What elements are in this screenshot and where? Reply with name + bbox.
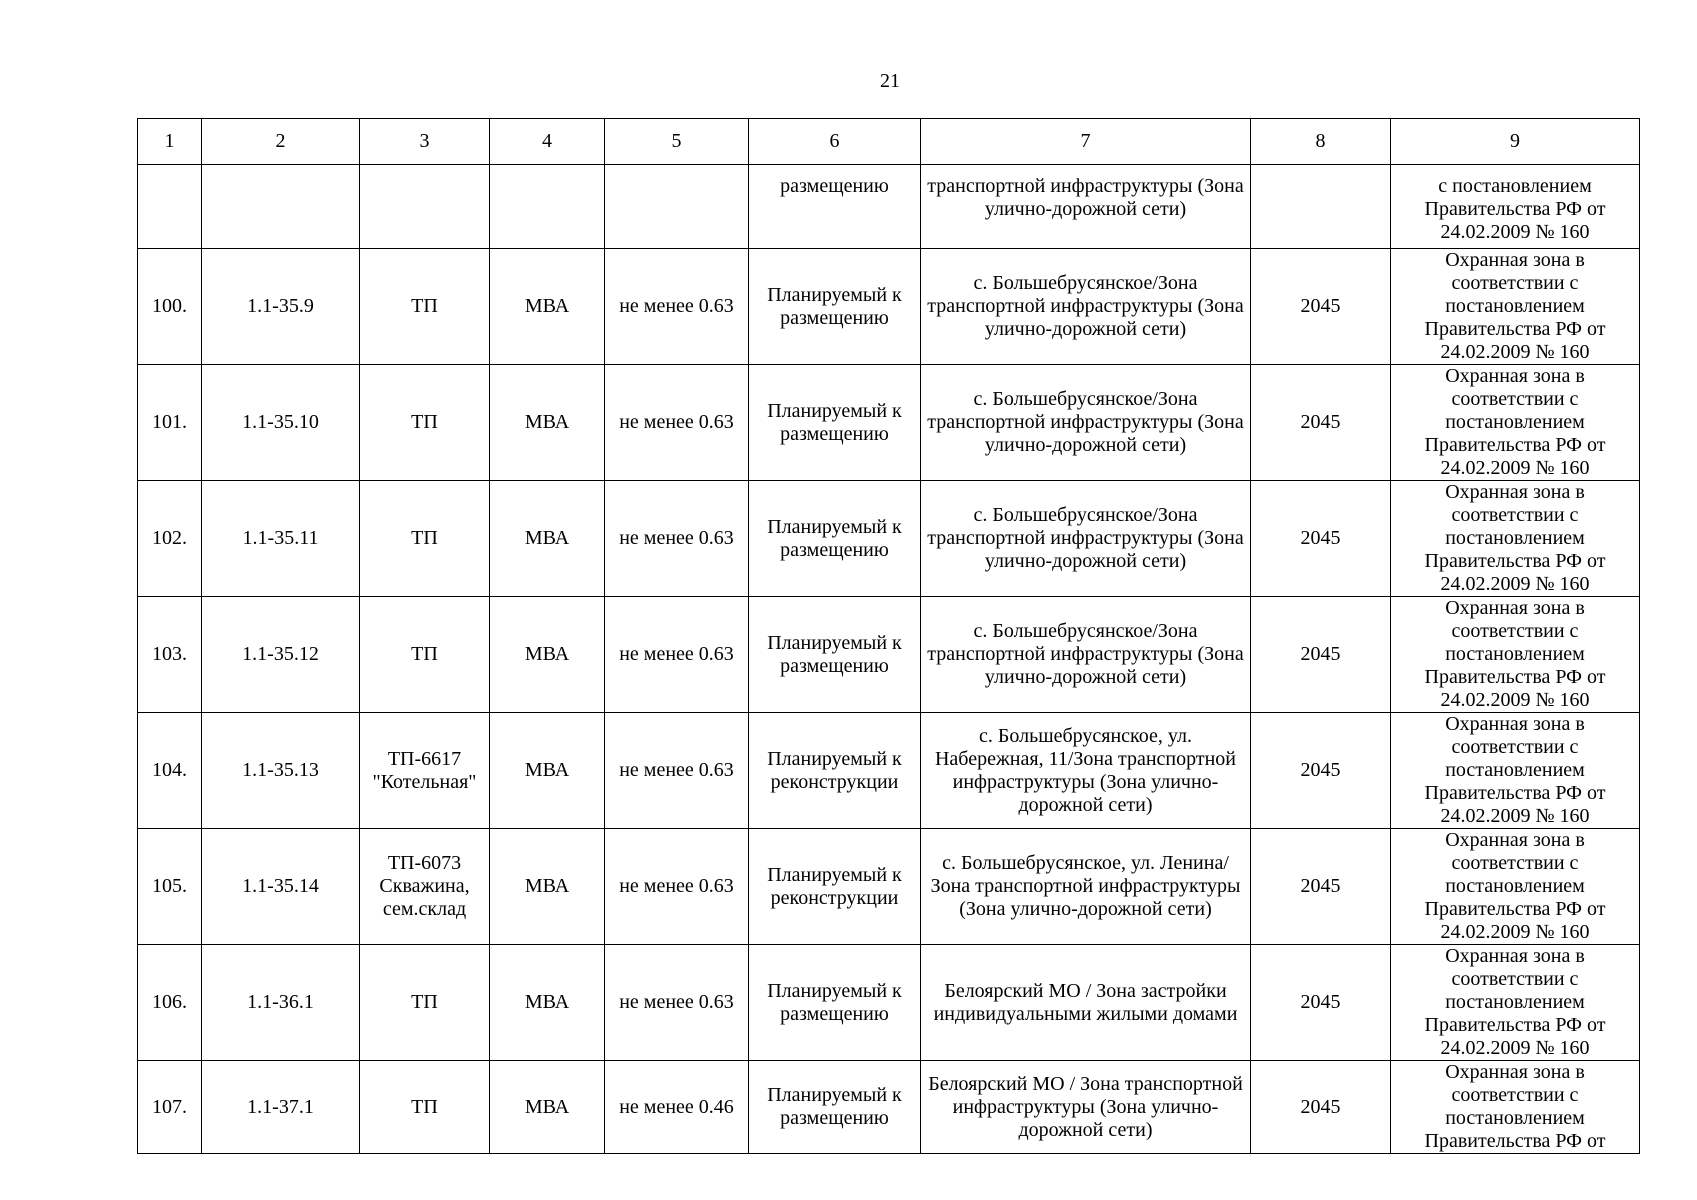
cell-status: Планируемый к реконструкции [749, 713, 921, 829]
cell-status: Планируемый к реконструкции [749, 829, 921, 945]
cell-protection-zone: Охранная зона в соответствии с постановлением Правительства РФ от 24.02.2009 № 160 [1391, 365, 1640, 481]
cell-location: с. Большебрусянское, ул. Набережная, 11/Зона транспортной инфраструктуры (Зона улично-дорожной сети) [921, 713, 1251, 829]
column-header: 1 [138, 119, 202, 165]
table-row [138, 365, 1640, 481]
cell-capacity: не менее 0.63 [605, 597, 749, 713]
column-header: 7 [921, 119, 1251, 165]
cell-name: ТП [360, 1061, 490, 1154]
table-row [138, 1061, 1640, 1154]
cell-name: ТП [360, 481, 490, 597]
cell-unit: МВА [490, 713, 605, 829]
cell-unit: МВА [490, 597, 605, 713]
cell-name: ТП-6617 "Котельная" [360, 713, 490, 829]
column-header: 6 [749, 119, 921, 165]
table-row [138, 597, 1640, 713]
cell-code: 1.1-35.10 [202, 365, 360, 481]
cell-number: 105. [138, 829, 202, 945]
cell-year: 2045 [1251, 1061, 1391, 1154]
table-row [138, 481, 1640, 597]
cell-protection-zone: Охранная зона в соответствии с постановлением Правительства РФ от 24.02.2009 № 160 [1391, 249, 1640, 365]
cell-year: 2045 [1251, 945, 1391, 1061]
table-row-continuation [138, 165, 1640, 249]
column-header: 4 [490, 119, 605, 165]
cell-year: 2045 [1251, 365, 1391, 481]
cell-code: 1.1-35.9 [202, 249, 360, 365]
table-row [138, 249, 1640, 365]
cell-protection-zone: Охранная зона в соответствии с постановлением Правительства РФ от [1391, 1061, 1640, 1154]
cell-capacity: не менее 0.63 [605, 829, 749, 945]
cell-location: с. Большебрусянское/Зона транспортной инфраструктуры (Зона улично-дорожной сети) [921, 365, 1251, 481]
cell-protection-zone: Охранная зона в соответствии с постановлением Правительства РФ от 24.02.2009 № 160 [1391, 945, 1640, 1061]
cell-location: с. Большебрусянское/Зона транспортной инфраструктуры (Зона улично-дорожной сети) [921, 597, 1251, 713]
cell-number: 103. [138, 597, 202, 713]
cell-name: ТП [360, 249, 490, 365]
table-row [138, 829, 1640, 945]
cell-name: ТП [360, 365, 490, 481]
cell-code: 1.1-35.13 [202, 713, 360, 829]
cell-capacity: не менее 0.46 [605, 1061, 749, 1154]
cell-protection-zone: Охранная зона в соответствии с постановлением Правительства РФ от 24.02.2009 № 160 [1391, 829, 1640, 945]
cell-capacity: не менее 0.63 [605, 713, 749, 829]
cell-year [1251, 165, 1391, 249]
cell-protection-zone: Охранная зона в соответствии с постановлением Правительства РФ от 24.02.2009 № 160 [1391, 481, 1640, 597]
cell-year: 2045 [1251, 481, 1391, 597]
column-header: 8 [1251, 119, 1391, 165]
cell-code: 1.1-35.14 [202, 829, 360, 945]
cell-unit: МВА [490, 945, 605, 1061]
header-row [138, 119, 1640, 165]
cell-code: 1.1-37.1 [202, 1061, 360, 1154]
column-header: 3 [360, 119, 490, 165]
table-row [138, 945, 1640, 1061]
cell-status: размещению [749, 165, 921, 249]
cell-year: 2045 [1251, 713, 1391, 829]
cell-number: 102. [138, 481, 202, 597]
cell-capacity: не менее 0.63 [605, 365, 749, 481]
page-number: 21 [880, 70, 900, 92]
cell-unit [490, 165, 605, 249]
cell-number: 101. [138, 365, 202, 481]
objects-table [137, 118, 1640, 1154]
column-header: 5 [605, 119, 749, 165]
cell-location: с. Большебрусянское, ул. Ленина/Зона транспортной инфраструктуры (Зона улично-дорожной сети) [921, 829, 1251, 945]
cell-unit: МВА [490, 249, 605, 365]
cell-unit: МВА [490, 481, 605, 597]
cell-capacity: не менее 0.63 [605, 481, 749, 597]
cell-location: Белоярский МО / Зона застройки индивидуальными жилыми домами [921, 945, 1251, 1061]
cell-code: 1.1-35.12 [202, 597, 360, 713]
cell-capacity: не менее 0.63 [605, 945, 749, 1061]
cell-code: 1.1-36.1 [202, 945, 360, 1061]
cell-unit: МВА [490, 829, 605, 945]
cell-name [360, 165, 490, 249]
cell-year: 2045 [1251, 597, 1391, 713]
column-header: 2 [202, 119, 360, 165]
cell-number: 100. [138, 249, 202, 365]
cell-code [202, 165, 360, 249]
cell-name: ТП [360, 945, 490, 1061]
cell-status: Планируемый к размещению [749, 481, 921, 597]
cell-unit: МВА [490, 365, 605, 481]
cell-location: с. Большебрусянское/Зона транспортной инфраструктуры (Зона улично-дорожной сети) [921, 249, 1251, 365]
cell-number: 107. [138, 1061, 202, 1154]
cell-year: 2045 [1251, 829, 1391, 945]
cell-unit: МВА [490, 1061, 605, 1154]
cell-capacity: не менее 0.63 [605, 249, 749, 365]
cell-location: транспортной инфраструктуры (Зона улично-дорожной сети) [921, 165, 1251, 249]
table-row [138, 713, 1640, 829]
cell-number [138, 165, 202, 249]
cell-year: 2045 [1251, 249, 1391, 365]
cell-capacity [605, 165, 749, 249]
cell-number: 106. [138, 945, 202, 1061]
column-header: 9 [1391, 119, 1640, 165]
cell-number: 104. [138, 713, 202, 829]
cell-location: с. Большебрусянское/Зона транспортной инфраструктуры (Зона улично-дорожной сети) [921, 481, 1251, 597]
cell-name: ТП-6073 Скважина, сем.склад [360, 829, 490, 945]
cell-status: Планируемый к размещению [749, 249, 921, 365]
cell-status: Планируемый к размещению [749, 597, 921, 713]
cell-protection-zone: с постановлением Правительства РФ от 24.02.2009 № 160 [1391, 165, 1640, 249]
cell-status: Планируемый к размещению [749, 365, 921, 481]
cell-code: 1.1-35.11 [202, 481, 360, 597]
cell-location: Белоярский МО / Зона транспортной инфраструктуры (Зона улично-дорожной сети) [921, 1061, 1251, 1154]
cell-protection-zone: Охранная зона в соответствии с постановлением Правительства РФ от 24.02.2009 № 160 [1391, 713, 1640, 829]
cell-status: Планируемый к размещению [749, 1061, 921, 1154]
cell-name: ТП [360, 597, 490, 713]
cell-protection-zone: Охранная зона в соответствии с постановлением Правительства РФ от 24.02.2009 № 160 [1391, 597, 1640, 713]
cell-status: Планируемый к размещению [749, 945, 921, 1061]
